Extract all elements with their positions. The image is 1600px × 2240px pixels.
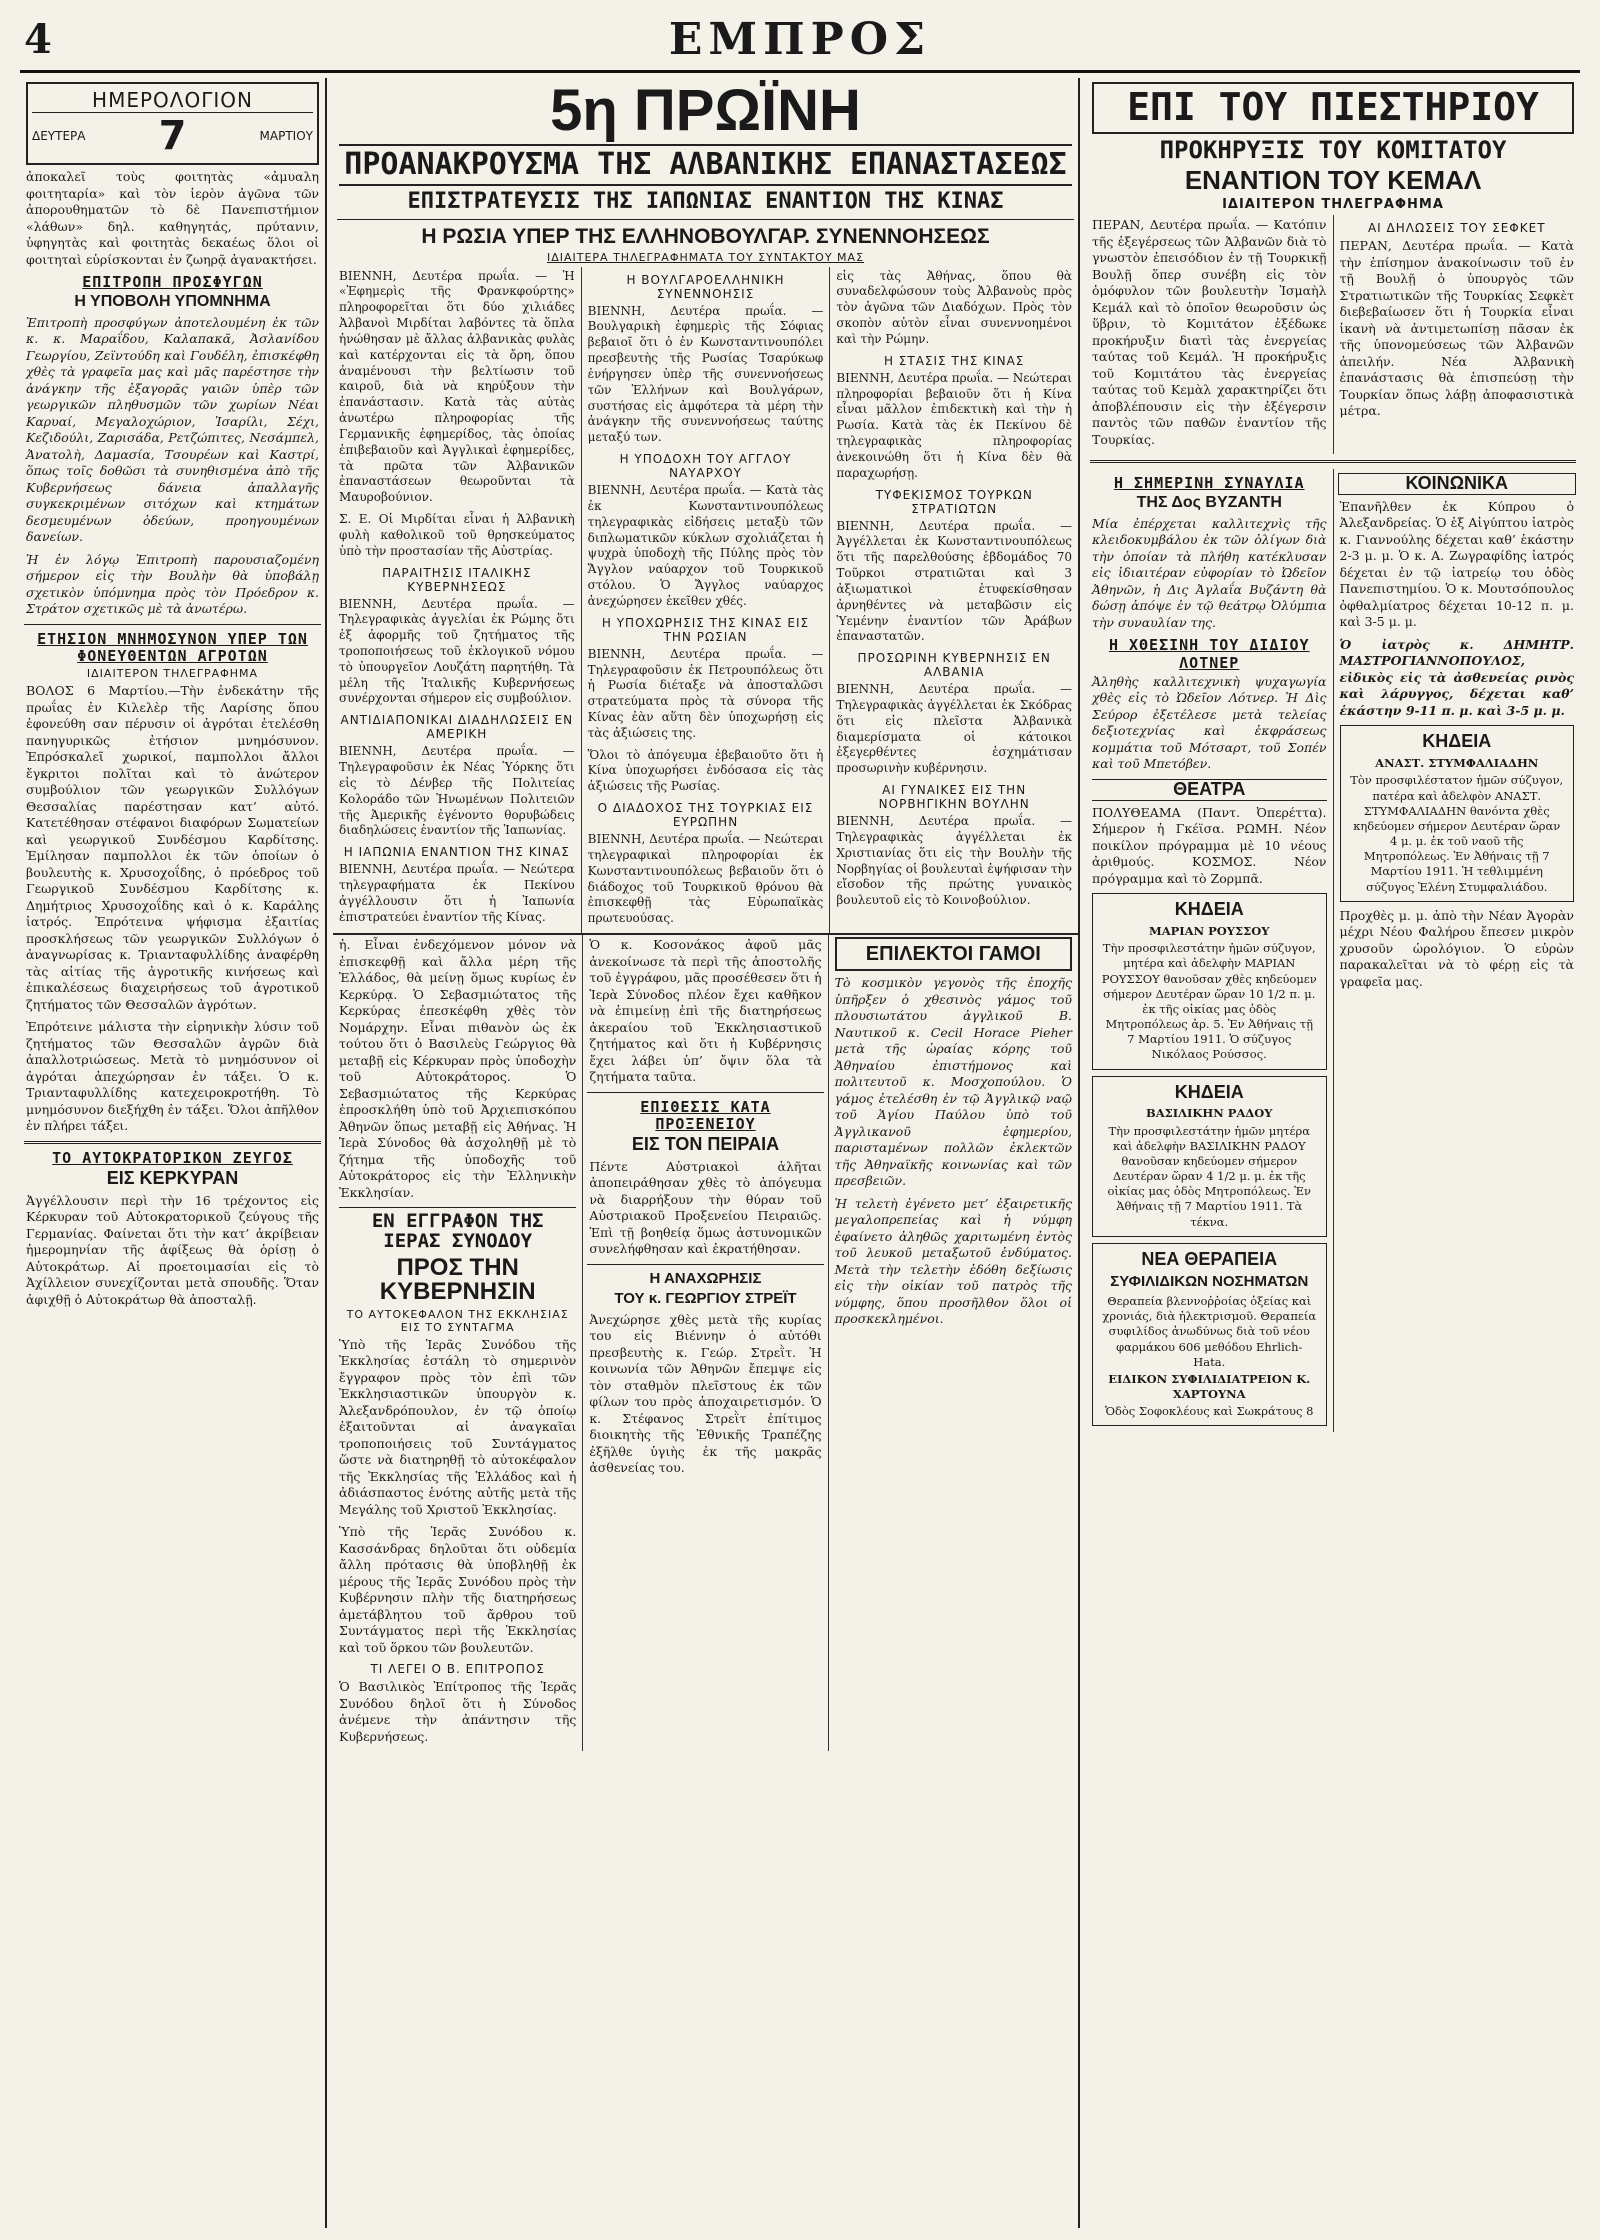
- clinic-address: Ὁδὸς Σοφοκλέους καὶ Σωκράτους 8: [1105, 1404, 1314, 1419]
- committee-heading: ΕΠΙΤΡΟΠΗ ΠΡΟΣΦΥΓΩΝ: [82, 273, 263, 291]
- article-c1: εἰς τὰς Ἀθήνας, ὅπου θὰ συναδελφώσουν τοὺς Ἀλβανοὺς πρὸς τὸν ἀγῶνα τῶν Διαδόχων. Πρὸς τὸν σκοπὸν αὐτὸν εἶναι συνεννοημένοι καὶ τὴν Ρώμην.: [836, 268, 1073, 346]
- column-right: [1086, 78, 1580, 2228]
- article-b4: ΒΙΕΝΝΗ, Δευτέρα πρωΐα. — Νεώτεραι τηλεγραφικαὶ πληροφορίαι ἐκ Κωνσταντινουπόλεως βεβαιοῦν ὅτι ὁ διάδοχος τοῦ Τουρκικοῦ θρόνου θὰ ἐπισκεφθῇ τὰς Εὐρωπαϊκὰς πρωτευούσας.: [587, 832, 824, 926]
- column-left: [20, 78, 327, 2228]
- funeral-1-text: Τὴν προσφιλεστάτην ἡμῶν σύζυγον, μητέρα καὶ ἀδελφὴν ΜΑΡΙΑΝ ΡΟΥΣΣΟΥ θανοῦσαν χθὲς κηδεύομεν σήμερον Δευτέραν ὥραν 10 1/2 π. μ. ἐκ τῆς οἰκίας μας ὁδὸς Μητροπόλεως ἀρ. 5. Ἐν Ἀθήναις τῇ 7 Μαρτίου 1911. Ὁ σύζυγος Νικόλαος Ρούσσος.: [1101, 941, 1317, 1062]
- article-a4-heading: Η ΙΑΠΩΝΙΑ ΕΝΑΝΤΙΟΝ ΤΗΣ ΚΙΝΑΣ: [343, 845, 570, 860]
- funeral-2-text: Τὴν προσφιλεστάτην ἡμῶν μητέρα καὶ ἀδελφὴν ΒΑΣΙΛΙΚΗΝ ΡΑΔΟΥ θανοῦσαν κηδεύομεν σήμερον Δευτέραν ὥραν 4 1/2 μ. μ. ἐκ τῆς οἰκίας μας ὁδὸς Μητροπόλεως. Ἐν Ἀθήναις τῇ 7 Μαρτίου 1911. Τὰ τέκνα.: [1107, 1123, 1312, 1229]
- clinic-name: ΕΙΔΙΚΟΝ ΣΥΦΙΛΙΔΙΑΤΡΕΙΟΝ Κ. ΧΑΡΤΟΥΝΑ: [1108, 1371, 1311, 1402]
- funeral-1-name: ΜΑΡΙΑΝ ΡΟΥΣΣΟΥ: [1149, 924, 1270, 939]
- article-a1: ΒΙΕΝΝΗ, Δευτέρα πρωΐα. — Ἡ «Ἐφημερὶς τῆς Φρανκφούρτης» πληροφορεῖται ὅτι δύο χιλιάδες Ἀλβανοὶ Μιρδίται λαβόντες τὰ ὅπλα ἡνώθησαν μὲ ἄλλας ἀλβανικὰς φυλὰς καὶ κατέρχονται εἰς τὰ ὄρη, ὅπου ἀναμένουσι τὴν βελτίωσιν τοῦ καιροῦ, διὰ νὰ κηρύξουν τὴν ἐπανάστασιν. Κατὰ τὰς αὐτὰς ἀνωτέρω πληροφορίας τῆς Γερμανικῆς ἐφημερίδος, τὰς ὁποίας ἐπιβεβαιοῦν καὶ Ἀγγλικαὶ ἐφημερίδες, τὰ πρῶτα τῶν Ἀλβανικῶν ἐπαναστάσεων θεωροῦνται τὰ Μαυροβούνιον.: [339, 268, 575, 505]
- article-c2-heading: Η ΣΤΑΣΙΣ ΤΗΣ ΚΙΝΑΣ: [883, 353, 1025, 368]
- sefket-text: ΠΕΡΑΝ, Δευτέρα πρωΐα. — Κατὰ τὴν ἐπίσημον ἀνακοίνωσιν τοῦ ἐν τῇ Βουλῇ ὁ ὑπουργὸς τῶν Στρατιωτικῶν τῆς Τουρκίας Σεφκὲτ διεβεβαίωσεν ὅτι ἡ Τουρκία εἶναι ἱκανὴ νὰ ἀντιμετωπίσῃ πᾶσαν ἐκ τῆς ὑπονομεύσεως τῶν Ἀλβανῶν ἀπειλήν. Νέα Ἀλβανικὴ ἐπανάστασις θὰ ἐπισπεύσῃ τὴν Τουρκίαν ὅπως λάβῃ ἀποφασιστικὰ μέτρα.: [1339, 238, 1574, 419]
- article-b4-heading: Ο ΔΙΑΔΟΧΟΣ ΤΗΣ ΤΟΥΡΚΙΑΣ ΕΙΣ ΕΥΡΩΠΗΝ: [597, 801, 814, 830]
- article-b3-heading: Η ΥΠΟΧΩΡΗΣΙΣ ΤΗΣ ΚΙΝΑΣ ΕΙΣ ΤΗΝ ΡΩΣΙΑΝ: [601, 615, 810, 644]
- synod-text-2: Ὑπὸ τῆς Ἱερᾶς Συνόδου κ. Κασσάνδρας δηλοῦται ὅτι οὐδεμία ἄλλη πρότασις θὰ ὑποβληθῇ ἐκ μέρους τῆς Ἱερᾶς Συνόδου πρὸς τὴν Κυβέρνησιν πλὴν τῆς διατηρήσεως ἀμετάβλητου τοῦ ἄρθρου τοῦ Συντάγματος περὶ τῆς Ἐκκλησίας καὶ τοῦ ὅρκου τῶν βουλευτῶν.: [339, 1524, 577, 1655]
- theatres-text: ΠΟΛΥΘΕΑΜΑ (Παντ. Ὀπερέττα). Σήμερον ἡ Γκέϊσα. ΡΩΜΗ. Νέον ποικίλον πρόγραμμα μὲ 10 νέους ἀριθμούς. ΚΟΣΜΟΣ. Νέον πρόγραμμα καὶ τὸ Ζορμπᾶ.: [1092, 804, 1327, 886]
- mid-text: ἡ. Εἶναι ἐνδεχόμενον μόνον νὰ ἐπισκεφθῇ καὶ ἄλλα μέρη τῆς Ἑλλάδος, θὰ μείνῃ ὅμως κυρίως ἐν Κερκύρᾳ. Ὁ Σεβασμιώτατος τῆς Κερκύρας ἐπεσκέφθη χθὲς τὸν Νομάρχην. Εἶναι πιθανὸν ὡς ἐκ τούτου ὅτι ὁ Βασιλεὺς Γεώργιος θὰ μεταβῇ εἰς Κέρκυραν πρὸς ὑποδοχὴν τοῦ Αὐτοκράτορος. Ὁ Σεβασμιώτατος τῆς Κερκύρας ἐπροσκλήθη ὑπὸ τοῦ Ἀρχιεπισκόπου Ἀθηνῶν ὅπως μεταβῇ εἰς Ἀθήνας. Ἡ Ἱερὰ Σύνοδος θὰ ἀσχοληθῇ μὲ τὸ ζήτημα τῆς ὑποδοχῆς τοῦ Αὐτοκράτορος εἰς τὴν Ἑλληνικὴν Ἐκκλησίαν.: [339, 937, 577, 1200]
- wedding-text: Τὸ κοσμικὸν γεγονὸς τῆς ἐποχῆς ὑπῆρξεν ὁ χθεσινὸς γάμος τοῦ πλουσιωτάτου ἀγγλικοῦ Β. Ναυτικοῦ κ. Cecil Horace Pieher μετὰ τῆς ὡραίας κόρης τοῦ Ἀθηναίου ἐπιστήμονος καὶ πολιτευτοῦ κ. Μοσχοπούλου. Ὁ γάμος ἐτελέσθη ἐν τῷ Ἀγγλικῷ ναῷ τοῦ Ἁγίου Παύλου ὑπὸ τοῦ Ἀγγλικανοῦ ἐφημερίου, παρισταμένων πολλῶν ἐκλεκτῶν τῆς Ἀθηναϊκῆς κοινωνίας καὶ τῶν πρεσβειῶν.: [834, 975, 1072, 1189]
- memorial-subheading: ΙΔΙΑΙΤΕΡΟΝ ΤΗΛΕΓΡΑΦΗΜΑ: [86, 667, 259, 681]
- committee-text: Ἐπιτροπὴ προσφύγων ἀποτελουμένη ἐκ τῶν κ. κ. Μαραΐδου, Καλαπακᾶ, Ἀσλανίδου Γεωργίου, Ζεϊντούδη καὶ Γουδέλη, ἐπισκέφθη χθὲς τὰ γραφεῖα μας καὶ μᾶς παρέστησε τὴν ἀνάγκην τῆς ἐξαγορᾶς γαιῶν ὑπὲρ τῶν γεωργικῶν πληθυσμῶν τῶν χωρίων Νέαι Καρυαί, Μεγαλοχώριον, Ἰσαρίλι, Σέχι, Κεζιδούλι, Ζαρισάδα, Ρετζώπιτες, Νεσάμπελ, Ἀνατολὴ, Δαμασία, Τσουρέων καὶ Καστρί, ὅπως τοῖς δοθῶσι τὰ συνηθισμένα ἀπὸ τῆς Κυβερνήσεως δάνεια ἀπαλλαγῆς συγκεκριμένων σιτόχων καὶ κτημάτων δεσμευμένων ὁδεύων, προηγουμένων δανείων.: [26, 314, 319, 545]
- therapy-ad: [1092, 1243, 1327, 1427]
- piraeus-heading: ΕΠΙΘΕΣΙΣ ΚΑΤΑ ΠΡΟΞΕΝΕΙΟΥ: [640, 1097, 771, 1133]
- funeral-2-heading: ΚΗΔΕΙΑ: [1174, 1081, 1244, 1102]
- therapy-text: Θεραπεία βλεννοῤῥοίας ὀξείας καὶ χρονιάς, διὰ ἠλεκτρισμοῦ. Θεραπεία συφιλίδος ἀνωδύνως διὰ τοῦ νέου φαρμάκου 606 μεθόδου Ehrlich-Hata.: [1102, 1294, 1317, 1369]
- masthead: [20, 12, 1580, 73]
- column-center: [333, 78, 1080, 2228]
- funeral-notice-2: [1092, 1076, 1327, 1237]
- intro-text: ἀποκαλεῖ τοὺς φοιτητὰς «ἀμυαλη φοιτηταρία» καὶ τὸν ἱερὸν ἀγῶνα τῶν ἀπορουθηματῶν τὸ δὲ Πανεπιστήμιον «λάθων» δηλ. καθηγητάς, πρύτανιν, ὑφηγητὰς καὶ φοιτητὰς δεκαέως ὅλοι οἱ φοιτηταὶ εὑρίσκονται ἐν ζωηρᾷ ἀγανακτήσει.: [26, 169, 319, 267]
- synod-column: [333, 935, 583, 1751]
- wedding-text-2: Ἡ τελετὴ ἐγένετο μετ’ ἐξαιρετικῆς μεγαλοπρεπείας καὶ ἡ νύμφη ἐφαίνετο ἀληθῶς χαριτωμένη ἐντὸς τοῦ λευκοῦ μεταξωτοῦ ἐνδύματος. Μετὰ τὴν τελετὴν ἐδόθη δεξίωσις εἰς τὴν οἰκίαν τοῦ πατρὸς τῆς νύμφης, ὅπου προσῆλθον ὅλοι οἱ προσκεκλημένοι.: [834, 1195, 1072, 1327]
- therapy-subheading: ΣΥΦΙΛΙΔΙΚΩΝ ΝΟΣΗΜΑΤΩΝ: [1110, 1272, 1309, 1290]
- lower-right-section: [1086, 469, 1580, 1432]
- article-c3: ΒΙΕΝΝΗ, Δευτέρα πρωΐα. — Ἀγγέλλεται ἐκ Κωνσταντινουπόλεως ὅτι τῆς παρελθούσης ἑβδομάδος 70 Τοῦρκοι στρατιῶται καὶ 3 ἀξιωματικοὶ ἐτυφεκίσθησαν ἀρνηθέντες νὰ μεταβῶσιν εἰς Ὑεμένην ἐναντίον τῶν Ἀράβων ἐπαναστατῶν.: [836, 518, 1073, 644]
- main-headline: ΠΡΟΑΝΑΚΡΟΥΣΜΑ ΤΗΣ ΑΛΒΑΝΙΚΗΣ ΕΠΑΝΑΣΤΑΣΕΩΣ: [339, 144, 1072, 186]
- funeral-2-name: ΒΑΣΙΛΙΚΗΝ ΡΑΔΟΥ: [1145, 1106, 1273, 1121]
- synod-big-title: ΠΡΟΣ ΤΗΝ ΚΥΒΕΡΝΗΣΙΝ: [379, 1253, 536, 1305]
- funeral-3-heading: ΚΗΔΕΙΑ: [1422, 731, 1492, 752]
- society-column: [1334, 469, 1581, 1432]
- strett-text: Ἀνεχώρησε χθὲς μετὰ τῆς κυρίας του εἰς Βιέννην ὁ αὐτόθι πρεσβευτὴς κ. Γεώρ. Στρεῒτ. Ἡ κοινωνία τῶν Ἀθηνῶν ἔπεμψε εἰς τὸν σταθμὸν πλεῖστους ἐκ τῶν φίλων του πρὸς ἀποχαιρετισμόν. Ὁ κ. Στέφανος Στρεῒτ ἐπίτιμος διοικητὴς τῆς Ἐθνικῆς Τραπέζης ἐξῆλθε ὑγιὴς ἐκ τῆς μακρᾶς ἀσθενείας του.: [589, 1311, 822, 1476]
- article-b1: ΒΙΕΝΝΗ, Δευτέρα πρωΐα. — Βουλγαρικὴ ἐφημερὶς τῆς Σόφιας βεβαιοῖ ὅτι ὁ ἐν Κωνσταντινουπόλει πρεσβευτὴς τῆς Ρωσίας Τσαρύκωφ ἐνήργησεν ὑπὲρ τῆς συνεννοήσεως τῶν Ἑλλήνων καὶ Βουλγάρων, συστήσας εἰς ἀμφότερα τὰ μέρη τὴν ἀνάγκην τῆς συνεννοήσεως ταύτης μεταξύ των.: [587, 303, 824, 445]
- edition-title: 5η ΠΡΩΪΝΗ: [550, 78, 861, 143]
- kemal-section: [1086, 215, 1580, 454]
- arts-column: [1086, 469, 1334, 1432]
- synod-more-text: Ὁ Βασιλικὸς Ἐπίτροπος τῆς Ἱερᾶς Συνόδου δηλοῖ ὅτι ἡ Σύνοδος ἀνέμενε τὴν ἀπάντησιν τῆς Κυβερνήσεως.: [339, 1679, 577, 1744]
- sefket-heading: ΑΙ ΔΗΛΩΣΕΙΣ ΤΟΥ ΣΕΦΚΕΤ: [1367, 221, 1546, 236]
- zeus-text: Ἀγγέλλουσιν περὶ τὴν 16 τρέχοντος εἰς Κέρκυραν τοῦ Αὐτοκρατορικοῦ ζεύγους τῆς Γερμανίας. Φαίνεται ὅτι τὴν κατ’ ἀκρίβειαν ἡμερομηνίαν τῆς ἀφίξεως θὰ ὁρίσῃ ὁ Αὐτοκράτωρ. Αἱ προετοιμασίαι εἰς τὸ Ἀχίλλειον συνεχίζονται μετὰ σπουδῆς. Ὅταν ἀφιχθῇ ὁ Αὐτοκράτωρ θὰ ἀποσταλῇ.: [26, 1192, 319, 1307]
- society-text: Ἐπανῆλθεν ἐκ Κύπρου ὁ Ἀλεξανδρείας. Ὁ ἐξ Αἰγύπτου ἰατρὸς κ. Γιαννούλης δέχεται καθ’ ἑκάστην 2-3 μ. μ. Ὁ κ. Α. Ζωγραφίδης ἰατρός δέχεται ἐν τῷ ἰατρείῳ του ὁδὸς Πανεπιστημίου. Ὁ κ. Μουτσόπουλος ὀφθαλμίατρος δέχεται 10-12 π. μ. καὶ 3-5 μ. μ.: [1339, 498, 1574, 630]
- memorial-text: ΒΟΛΟΣ 6 Μαρτίου.—Τὴν ἐνδεκάτην τῆς πρωΐας ἐν Κιλελὲρ τῆς Λαρίσης ὅπου ἐφονεύθη σαν πέρυσιν οἱ ἀγρόται ἐτελέσθη πανηγυρικῶς ἐτήσιον μνημόσυνον. Ἐπρόσκαλεῖ χωρικοί, παμπολλοι ἄλλοι ἔγκριτοι πολῖται καὶ τὸ ἀνώτερον συμβούλιον τῶν γεωργικῶν Συλλόγων Θεσσαλίας παρέστησαν κατ’ αὐτό. Κατετέθησαν στέφανοι διαφόρων Σωματείων καὶ γεωργικοῦ Συνδέσμου Καρδίτσης. Ἐμίλησαν παμπολλοι ἐκ τῶν ὁποίων ὁ βουλευτὴς κ. Χρυσοχοΐδης, ὁ πρόεδρος τοῦ Γεωργικοῦ Συνδέσμου Καρδίτσης κ. Δημήτριος Χρυσοχοΐδης καὶ ὁ κ. Καράλης ἰατρός. Ἐπρότεινα ψήφισμα ἐξαιτίας προσκλήσεως τῶν γεωργικῶν Συλλόγων ὁ ἀναγνωρίσας κ. Τριανταφυλλίδης ἀναφέρθη τὰς αἰτίας τῆς ἀγροτικῆς κινήσεως καὶ ἐπικαλέσεως διαχειρήσεως τοῦ ἀγροτικοῦ ζητήματος τῶν Θεσσαλῶν ἀγρότων.: [26, 683, 319, 1012]
- lower-section: [333, 933, 1078, 1751]
- article-b3: ΒΙΕΝΝΗ, Δευτέρα πρωΐα. — Τηλεγραφοῦσιν ἐκ Πετρουπόλεως ὅτι ἡ Ρωσία διέταξε νὰ ἀποσταλῶσι στρατεύματα πρὸς τὰ σύνορα τῆς Κίνας ἐὰν αὕτη δὲν ὑποχωρήσῃ εἰς τὰς ἀξιώσεις της.: [587, 646, 824, 740]
- telegram-col-c: [830, 267, 1078, 934]
- zeus-subheading: ΕΙΣ ΚΕΡΚΥΡΑΝ: [106, 1168, 239, 1189]
- piraeus-text: Πέντε Αὐστριακοὶ ἀλῆται ἀποπειράθησαν χθὲς τὸ ἀπόγευμα νὰ διαρρήξουν τὴν θύραν τοῦ Αὐστριακοῦ Προξενείου Πειραιῶς. Ἐπὶ τῇ βοηθείᾳ ὅμως ἀστυνομικῶν συνελήφθησαν καὶ ἐκρατήθησαν.: [589, 1158, 822, 1257]
- kemal-column: [1086, 215, 1334, 454]
- lotner-text: Ἀληθὴς καλλιτεχνικὴ ψυχαγωγία χθὲς εἰς τὸ Ὠδεῖον Λότνερ. Ἡ Δὶς Σεύρορ ἐξετέλεσε μετὰ τελείας δεξιοτεχνίας καὶ ἐκφράσεως κομμάτια τοῦ Μότσαρτ, τοῦ Σοπέν καὶ τοῦ Μπετόβεν.: [1092, 673, 1327, 772]
- calendar-month: ΜΑΡΤΙΟΥ: [259, 129, 313, 143]
- calendar-day: 7: [158, 113, 187, 159]
- article-c5-heading: ΑΙ ΓΥΝΑΙΚΕΣ ΕΙΣ ΤΗΝ ΝΟΡΒΗΓΙΚΗΝ ΒΟΥΛΗΝ: [878, 783, 1030, 812]
- synod-subheading: ΤΟ ΑΥΤΟΚΕΦΑΛΟΝ ΤΗΣ ΕΚΚΛΗΣΙΑΣ ΕΙΣ ΤΟ ΣΥΝΤΑΓΜΑ: [346, 1307, 569, 1334]
- article-b1-heading: Η ΒΟΥΛΓΑΡΟΕΛΛΗΝΙΚΗ ΣΥΝΕΝΝΟΗΣΙΣ: [626, 272, 785, 301]
- concert-subheading: ΤΗΣ Δος ΒΥΖΑΝΤΗ: [1136, 494, 1282, 512]
- article-a3: ΒΙΕΝΝΗ, Δευτέρα πρωΐα. — Τηλεγραφοῦσιν ἐκ Νέας Ὑόρκης ὅτι εἰς τὸ Δένβερ τῆς Πολιτείας Κολοράδο τῶν Ἡνωμένων Πολιτειῶν τῆς Ἀμερικῆς ἐγένοντο θορυβώδεις διαδηλώσεις ἐναντίον τῆς Ἰαπωνίας.: [339, 744, 575, 838]
- calendar-title: ΗΜΕΡΟΛΟΓΙΟΝ: [32, 88, 313, 113]
- funeral-3-name: ΑΝΑΣΤ. ΣΤΥΜΦΑΛΙΑΔΗΝ: [1375, 756, 1539, 771]
- article-a2: ΒΙΕΝΝΗ, Δευτέρα πρωΐα. — Τηλεγραφικὰς ἀγγελίαι ἐκ Ρώμης ὅτι ἐξ ἀφορμῆς τοῦ ζητήματος τῆς τροποποιήσεως τοῦ ἐκλογικοῦ νόμου τὸ ὑπουργεῖον Λουζάτη παρητήθη. Τὰ μέλη τῆς Ἰταλικῆς Κυβερνήσεως συνέρχονται σήμερον εἰς συμβούλιον.: [339, 596, 575, 706]
- article-c3-heading: ΤΥΦΕΚΙΣΜΟΣ ΤΟΥΡΚΩΝ ΣΤΡΑΤΙΩΤΩΝ: [875, 487, 1033, 516]
- sefket-column: [1334, 215, 1581, 454]
- synod-heading: ΕΝ ΕΓΓΡΑΦΟΝ ΤΗΣ ΙΕΡΑΣ ΣΥΝΟΔΟΥ: [339, 1207, 576, 1252]
- calendar-box: [26, 82, 319, 165]
- telegram-col-a: [333, 267, 582, 934]
- concert-heading: Η ΣΗΜΕΡΙΝΗ ΣΥΝΑΥΛΙΑ: [1113, 474, 1305, 493]
- main-subhead-2: Η ΡΩΣΙΑ ΥΠΕΡ ΤΗΣ ΕΛΛΗΝΟΒΟΥΛΓΑΡ. ΣΥΝΕΝΝΟΗΣΕΩΣ: [421, 224, 990, 248]
- memorial-heading: ΕΤΗΣΙΟΝ ΜΝΗΜΟΣΥΝΟΝ ΥΠΕΡ ΤΩΝ ΦΟΝΕΥΘΕΝΤΩΝ ΑΓΡΟΤΩΝ: [37, 629, 308, 666]
- mid-column: [583, 935, 828, 1751]
- page-number: 4: [24, 16, 52, 63]
- committee-text-2: Ἡ ἐν λόγῳ Ἐπιτροπὴ παρουσιαζομένη σήμερον εἰς τὴν Βουλὴν θὰ ὑποβάλῃ σχετικὸν ὑπόμνημα πρὸς τὸν Πρόεδρον κ. Στράτον σχετικῶς μὲ τὰ ἀνωτέρω.: [26, 551, 319, 617]
- funeral-3-text: Τὸν προσφιλέστατον ἡμῶν σύζυγον, πατέρα καὶ ἀδελφὸν ΑΝΑΣΤ. ΣΤΥΜΦΑΛΙΑΔΗΝ θανόντα χθὲς κηδεύομεν σήμερον Δευτέραν ὥραν 4 μ. μ. ἐκ τοῦ ναοῦ τῆς Μητροπόλεως. Ἐν Ἀθήναις τῇ 7 Μαρτίου 1911. Ἡ τεθλιμμένη σύζυγος Ἑλένη Στυμφαλιάδου.: [1350, 773, 1564, 894]
- memorial-text-2: Ἐπρότεινε μάλιστα τὴν εἰρηνικὴν λύσιν τοῦ ζητήματος τῶν Θεσσαλῶν ἀγρῶν διὰ ἀπαλλοτριώσεως. Μετὰ τὸ μνημόσυνον οἱ ἀγρόται ἀπεχώρησαν ἐν τάξει. Ὁ κ. Τριανταφυλλίδης κατεχειροκροτήθη. Τὸ μνημόσυνον διεξήχθη ἐν τάξει. Ὅλοι ἀπῆλθον ἐν πλήρει τάξει.: [26, 1019, 319, 1134]
- wedding-column: [829, 935, 1078, 1751]
- article-c4-heading: ΠΡΟΣΩΡΙΝΗ ΚΥΒΕΡΝΗΣΙΣ ΕΝ ΑΛΒΑΝΙΑ: [857, 651, 1051, 680]
- funeral-notice-1: [1092, 893, 1327, 1069]
- funeral-notice-3: [1340, 725, 1575, 901]
- kemal-text: ΠΕΡΑΝ, Δευτέρα πρωΐα. — Κατόπιν τῆς ἐξεγέρσεως τῶν Ἀλβανῶν διὰ τὸ γνωστὸν ἐπεισόδιον ἐν τῇ Τουρκικῇ Βουλῇ ὅπερ συνέβη εἰς τὸν ὁμόφυλον τῶν βουλευτὴν Ἰσμαὴλ Κεμάλ καὶ τὸ ὁποῖον θεωροῦσιν ὡς ὕβριν, τὸ Κομιτάτον ἐξέδωκε προκήρυξιν διατὶ τὰς ἐνεργείας ταύτας τοῦ Κεμάλ. Ἡ προκήρυξις τοῦ Κομιτάτου τὰς ἐνεργείας ταύτας τοῦ Κεμὰλ χαρακτηρίζει ὅτι ἀποβλέπουσιν εἰς τὴν ἐξέγερσιν παντὸς τῶν παθῶν ἐναντίον τῆς Τουρκίας.: [1092, 217, 1327, 447]
- press-subhead: ΠΡΟΚΗΡΥΞΙΣ ΤΟΥ ΚΟΜΙΤΑΤΟΥ: [1159, 135, 1507, 164]
- wedding-heading: ΕΠΙΛΕΚΤΟΙ ΓΑΜΟΙ: [835, 937, 1072, 971]
- press-headline: ΕΠΙ ΤΟΥ ΠΙΕΣΤΗΡΙΟΥ: [1092, 82, 1574, 134]
- article-b2-heading: Η ΥΠΟΔΟΧΗ ΤΟΥ ΑΓΓΛΟΥ ΝΑΥΑΡΧΟΥ: [619, 452, 792, 481]
- press-tag: ΙΔΙΑΙΤΕΡΟΝ ΤΗΛΕΓΡΑΦΗΜΑ: [1222, 197, 1444, 213]
- paper-name: ΕΜΠΡΟΣ: [668, 14, 932, 65]
- press-subhead-2: ΕΝΑΝΤΙΟΝ ΤΟΥ ΚΕΜΑΛ: [1184, 165, 1482, 196]
- mid-text-2: Ὁ κ. Κοσονάκος ἀφοῦ μᾶς ἀνεκοίνωσε τὰ περὶ τῆς ἀποστολῆς τοῦ ἐγγράφου, μᾶς προσέθεσεν ὅτι ἡ Ἱερὰ Σύνοδος πλέον ἔχει καθῆκον νὰ ἐπιμείνῃ ἐπὶ τῆς διατηρήσεως ἀκεραίου τοῦ Ἐκκλησιαστικοῦ ζητήματος καὶ ὅτι ἡ Κυβέρνησις ἔχει λάβει ὑπ’ ὄψιν ὅλα τὰ ζητήματα ταῦτα.: [589, 937, 822, 1085]
- telegram-col-b: [582, 267, 831, 934]
- doctor-notice: Ὁ ἰατρὸς κ. ΔΗΜΗΤΡ. ΜΑΣΤΡΟΓΙΑΝΝΟΠΟΥΛΟΣ, εἰδικὸς εἰς τὰ ἀσθενείας ρινὸς καὶ λάρυγγος, δέχεται καθ’ ἑκάστην 9-11 π. μ. καὶ 3-5 μ. μ.: [1339, 636, 1574, 718]
- funeral-1-heading: ΚΗΔΕΙΑ: [1174, 899, 1244, 920]
- committee-subheading: Η ΥΠΟΒΟΛΗ ΥΠΟΜΝΗΜΑ: [74, 293, 271, 311]
- synod-text: Ὑπὸ τῆς Ἱερᾶς Συνόδου τῆς Ἐκκλησίας ἐστάλη τὸ σημερινὸν ἔγγραφον πρὸς τὸν ἐπὶ τῶν Ἐκκλησιαστικῶν ὑπουργὸν κ. Ἀλεξανδρόπουλον, ἐν τῷ ὁποίῳ ἐξαιτοῦνται αἱ ἀναγκαῖαι τροποποιήσεις τοῦ Συντάγματος ὥστε νὰ διατηρηθῇ τὸ αὐτοκέφαλον τῆς Ἐκκλησίας τῆς Ἑλλάδος καὶ ἡ ἀδιάσπαστος ἑνότης αὐτῆς μετὰ τῆς Μεγάλης τοῦ Χριστοῦ Ἐκκλησίας.: [339, 1336, 577, 1517]
- main-subhead: ΕΠΙΣΤΡΑΤΕΥΣΙΣ ΤΗΣ ΙΑΠΩΝΙΑΣ ΕΝΑΝΤΙΟΝ ΤΗΣ ΚΙΝΑΣ: [407, 188, 1004, 214]
- article-c2: ΒΙΕΝΝΗ, Δευτέρα πρωΐα. — Νεώτεραι πληροφορίαι βεβαιοῦν ὅτι ἡ Κίνα εἶναι μᾶλλον ἐπιδεκτικὴ καὶ τὴν ἡ Ρωσία. Κατὰ τὰς ἐκ Πεκίνου δὲ τηλεγραφικὰς πληροφορίας ἀνεκοινώθη ὅτι ἡ Κίνα δὲν θὰ παραχωρήσῃ.: [836, 370, 1073, 480]
- lotner-heading: Η ΧΘΕΣΙΝΗ ΤΟΥ ΔΙΔΙΟΥ ΛΟΤΝΕΡ: [1108, 636, 1310, 672]
- zeus-heading: ΤΟ ΑΥΤΟΚΡΑΤΟΡΙΚΟΝ ΖΕΥΓΟΣ: [52, 1148, 293, 1167]
- article-a4: ΒΙΕΝΝΗ, Δευτέρα πρωΐα. — Νεώτερα τηλεγραφήματα ἐκ Πεκίνου ἀγγέλλουσιν ὅτι ἡ Ἰαπωνία ἐπιστρατεύει ἐναντίον τῆς Κίνας.: [339, 862, 575, 924]
- main-tag: ΙΔΙΑΙΤΕΡΑ ΤΗΛΕΓΡΑΦΗΜΑΤΑ ΤΟΥ ΣΥΝΤΑΚΤΟΥ ΜΑΣ: [546, 250, 865, 264]
- theatres-heading: ΘΕΑΤΡΑ: [1092, 779, 1327, 801]
- article-c5: ΒΙΕΝΝΗ, Δευτέρα πρωΐα. — Τηλεγραφικὰς ἀγγέλλεται ἐκ Χριστιανίας ὅτι εἰς τὴν Βουλὴν τῆς Νορβηγίας οἱ βουλευταὶ ἐψήφισαν τὴν εἴσοδον τῆς πρώτης γυναικὸς βουλευτοῦ εἰς τὸ Κοινοβούλιον.: [836, 814, 1073, 908]
- therapy-heading: ΝΕΑ ΘΕΡΑΠΕΙΑ: [1141, 1248, 1278, 1269]
- article-a1b: Σ. Ε. Οἱ Μιρδίται εἶναι ἡ Ἀλβανικὴ φυλὴ καθολικοῦ τοῦ θρησκεύματος ὑπὸ τὴν προστασίαν τῆς Αὐστρίας.: [339, 512, 575, 558]
- article-a2-heading: ΠΑΡΑΙΤΗΣΙΣ ΙΤΑΛΙΚΗΣ ΚΥΒΕΡΝΗΣΕΩΣ: [382, 565, 532, 594]
- article-b3b: Ὅλοι τὸ ἀπόγευμα ἐβεβαιοῦτο ὅτι ἡ Κίνα ὑποχωρήσει ἐνδόσασα εἰς τὰς ἀξιώσεις τῆς Ρωσίας.: [587, 747, 824, 794]
- newspaper-page: [20, 12, 1580, 2228]
- society-heading: ΚΟΙΝΩΝΙΚΑ: [1338, 473, 1577, 495]
- piraeus-subheading: ΕΙΣ ΤΟΝ ΠΕΙΡΑΙΑ: [631, 1134, 780, 1155]
- concert-text: Μία ἐπέρχεται καλλιτεχνὶς τῆς κλειδοκυμβάλου ἐκ τῶν ὀλίγων διὰ τὴν ὁποίαν τὰ πλήθη κατέκλυσαν εἰς ἰδιαιτέραν εὐφορίαν τὸ Ὠδεῖον Ἀθηνῶν, ἡ Δις Ἀγλαΐα Βυζάντη θὰ δώσῃ ἀπόψε ἐν τῷ θεάτρῳ Ὀλύμπια τὴν συναυλίαν της.: [1092, 515, 1327, 630]
- synod-more-heading: ΤΙ ΛΕΓΕΙ Ο Β. ΕΠΙΤΡΟΠΟΣ: [370, 1662, 545, 1677]
- article-c4: ΒΙΕΝΝΗ, Δευτέρα πρωΐα. — Τηλεγραφικὰς ἀγγέλλεται ἐκ Σκόδρας ὅτι εἰς πλεῖστα Ἀλβανικὰ διαμερίσματα οἱ κάτοικοι ἐξεγερθέντες ἐσχημάτισαν προσωρινὴν κυβέρνησιν.: [836, 682, 1073, 776]
- calendar-weekday: ΔΕΥΤΕΡΑ: [32, 129, 86, 143]
- telegram-columns: [333, 267, 1078, 934]
- article-b2: ΒΙΕΝΝΗ, Δευτέρα πρωΐα. — Κατὰ τὰς ἐκ Κωνσταντινουπόλεως τηλεγραφικὰς εἰδήσεις μεταξὺ τῶν διπλωματικῶν κύκλων σχολιάζεται ἡ ψυχρὰ ὑποδοχὴ τῆς Πύλης πρὸς τὸν Ἄγγλον ναύαρχον τοῦ Τουρκικοῦ στόλου. Ὁ Ἄγγλος ναύαρχος ἀνεχώρησεν ἐκεῖθεν χθές.: [587, 483, 824, 608]
- strett-subheading: ΤΟΥ κ. ΓΕΩΡΓΙΟΥ ΣΤΡΕΪΤ: [614, 1290, 797, 1308]
- lost-notice: Προχθὲς μ. μ. ἀπὸ τὴν Νέαν Ἀγορὰν μέχρι Νέου Φαλήρου ἔπεσεν μικρὸν χρυσοῦν ὡρολόγιον. Ὁ εὑρὼν παρακαλεῖται νὰ τὸ φέρῃ εἰς τὰ γραφεῖα μας.: [1339, 907, 1574, 989]
- strett-heading: Η ΑΝΑΧΩΡΗΣΙΣ: [649, 1269, 762, 1287]
- article-a3-heading: ΑΝΤΙΔΙΑΠΟΝΙΚΑΙ ΔΙΑΔΗΛΩΣΕΙΣ ΕΝ ΑΜΕΡΙΚΗ: [340, 713, 574, 742]
